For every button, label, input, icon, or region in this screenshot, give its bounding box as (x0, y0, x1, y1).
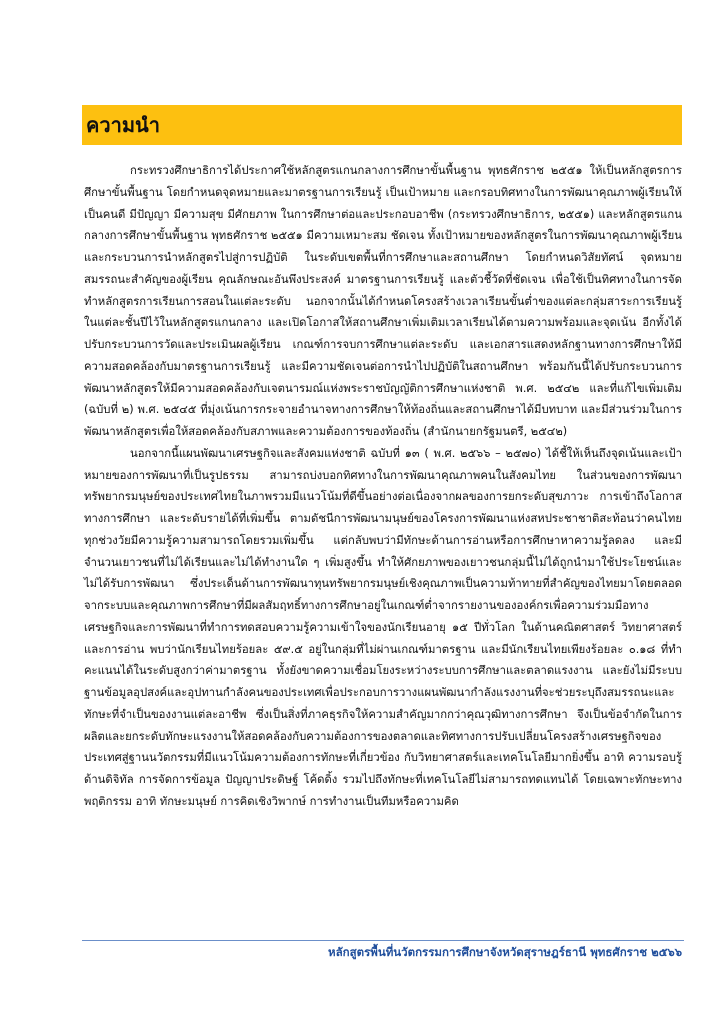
footer-title: หลักสูตรพื้นที่นวัตกรรมการศึกษาจังหวัดสุราษฎร์ธานี พุทธศักราช ๒๕๖๖ (328, 945, 682, 959)
footer-divider (82, 940, 684, 941)
section-heading: ความนำ (86, 113, 160, 137)
section-heading-band (82, 105, 682, 145)
paragraph-1: กระทรวงศึกษาธิการได้ประกาศใช้หลักสูตรแกนกลางการศึกษาขั้นพื้นฐาน พุทธศักราช ๒๕๕๑ ให้เป็นหลักสูตรการศึกษาขั้นพื้นฐาน โดยกำหนดจุดหมายและมาตรฐานการเรียนรู้ เป็นเป้าหมาย และกรอบทิศทางในการพัฒนาคุณภาพผู้เรียนให้เป็นคนดี มีปัญญา มีความสุข มีศักยภาพ ในการศึกษาต่อและประกอบอาชีพ (กระทรวงศึกษาธิการ, ๒๕๕๑) และหลักสูตรแกนกลางการศึกษาขั้นพื้นฐาน พุทธศักราช ๒๕๕๑ มีความเหมาะสม ชัดเจน ทั้งเป้าหมายของหลักสูตรในการพัฒนาคุณภาพผู้เรียน และกระบวนการนำหลักสูตรไปสู่การปฏิบัติ ในระดับเขตพื้นที่การศึกษาและสถานศึกษา โดยกำหนดวิสัยทัศน์ จุดหมาย สมรรถนะสำคัญของผู้เรียน คุณลักษณะอันพึงประสงค์ มาตรฐานการเรียนรู้ และตัวชี้วัดที่ชัดเจน เพื่อใช้เป็นทิศทางในการจัดทำหลักสูตรการเรียนการสอนในแต่ละระดับ นอกจากนั้นได้กำหนดโครงสร้างเวลาเรียนขั้นต่ำของแต่ละกลุ่มสาระการเรียนรู้ในแต่ละชั้นปีไว้ในหลักสูตรแกนกลาง และเปิดโอกาสให้สถานศึกษาเพิ่มเติมเวลาเรียนได้ตามความพร้อมและจุดเน้น อีกทั้งได้ปรับกระบวนการวัดและประเมินผลผู้เรียน เกณฑ์การจบการศึกษาแต่ละระดับ และเอกสารแสดงหลักฐานทางการศึกษาให้มีความสอดคล้องกับมาตรฐานการเรียนรู้ และมีความชัดเจนต่อการนำไปปฏิบัติในสถานศึกษา พร้อมกันนี้ได้ปรับกระบวนการพัฒนาหลักสูตรให้มีความสอดคล้องกับเจตนารมณ์แห่งพระราชบัญญัติการศึกษาแห่งชาติ พ.ศ. ๒๕๔๒ และที่แก้ไขเพิ่มเติม (ฉบับที่ ๒) พ.ศ. ๒๕๔๕ ที่มุ่งเน้นการกระจายอำนาจทางการศึกษาให้ท้องถิ่นและสถานศึกษาได้มีบทบาท และมีส่วนร่วมในการพัฒนาหลักสูตรเพื่อให้สอดคล้องกับสภาพและความต้องการของท้องถิ่น (สำนักนายกรัฐมนตรี, ๒๕๔๒) (84, 164, 682, 438)
body-text (84, 160, 682, 813)
paragraph-2: นอกจากนี้แผนพัฒนาเศรษฐกิจและสังคมแห่งชาติ ฉบับที่ ๑๓ ( พ.ศ. ๒๕๖๖ – ๒๕๗๐) ได้ชี้ให้เห็นถึงจุดเน้นและเป้าหมายของการพัฒนาที่เป็นรูปธรรม สามารถบ่งบอกทิศทางในการพัฒนาคุณภาพคนในสังคมไทย ในส่วนของการพัฒนาทรัพยากรมนุษย์ของประเทศไทยในภาพรวมมีแนวโน้มที่ดีขึ้นอย่างต่อเนื่องจากผลของการยกระดับสุขภาวะ การเข้าถึงโอกาสทางการศึกษา และระดับรายได้ที่เพิ่มขึ้น ตามดัชนีการพัฒนามนุษย์ของโครงการพัฒนาแห่งสหประชาชาติสะท้อนว่าคนไทยทุกช่วงวัยมีความรู้ความสามารถโดยรวมเพิ่มขึ้น แต่กลับพบว่ามีทักษะด้านการอ่านหรือการศึกษาหาความรู้ลดลง และมีจำนวนเยาวชนที่ไม่ได้เรียนและไม่ได้ทำงานใด ๆ เพิ่มสูงขึ้น ทำให้ศักยภาพของเยาวชนกลุ่มนี้ไม่ได้ถูกนำมาใช้ประโยชน์และไม่ได้รับการพัฒนา ซึ่งประเด็นด้านการพัฒนาทุนทรัพยากรมนุษย์เชิงคุณภาพเป็นความท้าทายที่สำคัญของไทยมาโดยตลอด จากระบบและคุณภาพการศึกษาที่มีผลสัมฤทธิ์ทางการศึกษาอยู่ในเกณฑ์ต่ำจากรายงานขององค์กรเพื่อความร่วมมือทางเศรษฐกิจและการพัฒนาที่ทำการทดสอบความรู้ความเข้าใจของนักเรียนอายุ ๑๕ ปีทั่วโลก ในด้านคณิตศาสตร์ วิทยาศาสตร์ และการอ่าน พบว่านักเรียนไทยร้อยละ ๕๙.๕ อยู่ในกลุ่มที่ไม่ผ่านเกณฑ์มาตรฐาน และมีนักเรียนไทยเพียงร้อยละ ๐.๑๘ ที่ทำคะแนนได้ในระดับสูงกว่าค่ามาตรฐาน ทั้งยังขาดความเชื่อมโยงระหว่างระบบการศึกษาและตลาดแรงงาน และยังไม่มีระบบฐานข้อมูลอุปสงค์และอุปทานกำลังคนของประเทศเพื่อประกอบการวางแผนพัฒนากำลังแรงงานที่จะช่วยระบุถึงสมรรถนะและทักษะที่จำเป็นของงานแต่ละอาชีพ ซึ่งเป็นสิ่งที่ภาคธุรกิจให้ความสำคัญมากกว่าคุณวุฒิทางการศึกษา จึงเป็นข้อจำกัดในการผลิตและยกระดับทักษะแรงงานให้สอดคล้องกับความต้องการของตลาดและทิศทางการปรับเปลี่ยนโครงสร้างเศรษฐกิจของประเทศสู่ฐานนวัตกรรมที่มีแนวโน้มความต้องการทักษะที่เกี่ยวข้อง กับวิทยาศาสตร์และเทคโนโลยีมากยิ่งขึ้น อาทิ ความรอบรู้ด้านดิจิทัล การจัดการข้อมูล ปัญญาประดิษฐ์ โค้ดดิ้ง รวมไปถึงทักษะที่เทคโนโลยีไม่สามารถทดแทนได้ โดยเฉพาะทักษะทางพฤติกรรม อาทิ ทักษะมนุษย์ การคิดเชิงวิพากษ์ การทำงานเป็นทีมหรือความคิด (84, 446, 682, 808)
